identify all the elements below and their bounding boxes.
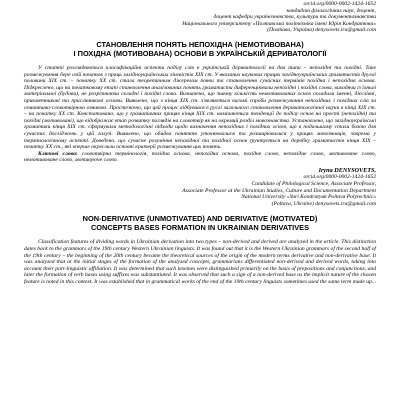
keywords-label: Ключові слова:: [38, 150, 78, 157]
author-name: Iryna DENYSOVETS,: [318, 166, 376, 174]
title-line: І ПОХІДНА (МОТИВОВАНА) ОСНОВИ В УКРАЇНСЬКІЙ ДЕРИВАТОЛОГІЇ: [73, 48, 327, 58]
keywords: [24, 151, 376, 164]
keywords-text: словотвірна термінологія, похідна основа, непохідна основа, похідне слово, непохідне слово, мотивоване слово, немотивоване слово, мотивуюче слово.: [24, 150, 376, 164]
article-title-ua: [24, 40, 376, 58]
author-affiliation-en: [24, 168, 376, 208]
university-line: National University «Yuri Kondratyuk Poltava Polytechnic»: [241, 194, 376, 201]
location-email-line: (Poltava, Ukraine) denysovets.ira@gmail.com: [271, 200, 376, 207]
degree-line: кандидат філологічних наук, доцент,: [286, 7, 376, 14]
abstract-ua: [24, 65, 376, 164]
position-line: доцент кафедри українознавства, культури та документознавства: [213, 14, 376, 21]
author-affiliation-ua: [24, 0, 376, 34]
abstract-en: [24, 239, 376, 285]
position-line: Associate Professor at the Ukrainian Studies, Culture and Documentation Department: [182, 187, 376, 194]
title-line: СТАНОВЛЕННЯ ПОНЯТЬ НЕПОХІДНА (НЕМОТИВОВАНА): [96, 39, 304, 49]
orcid-line[interactable]: orcid.org/0000-0002-1424-1652: [303, 1, 376, 7]
orcid-line[interactable]: orcid.org/0000-0002-1424-1652: [303, 174, 376, 181]
degree-line: Candidate of Philological Science, Associate Professor,: [251, 181, 376, 188]
university-line: Національного університету «Полтавська політехніка імені Юрія Кондратюка»: [182, 20, 376, 27]
abstract-paragraph: У статті розглядаються класифікаційні аспекти поділу слів в українській дериватології на два типи – непохідні та похідні. Таке розмежування бере свій початок з праць західноукраїнських лінгвістів XIX ст. У вказаних наукових працях західноукраїнських граматистів другої половини XIX ст. – початку XX ст. стала теоретичним джерелом появи та становлення сучасних термінів похідна і непохідна основа. Підкреслено, що на початковому етапі становлення аналізованих понять граматисти диференціювали непохідні і похідні слова, виходячи із їхньої матеріальної (будови), не розрізнюючи складні і похідні слова. Визначено, що значну кількість немотивованих основ складали іменні, дієслівні, прикметникові та прислівникові основи. Виявлено, що з кінця XIX ст. з'являються вагомі спроби розмежування непохідних і похідних слів за семантико-словотвірною ознакою. Простежено, що цей процес відбувався в руслі загального становлення дериватологічної науки в кінці XIX ст. – на початку XX ст. Констатовано, що у граматичних працях кінця XIX ст. намічаються тенденції до поділу основ на прості (непохідні) та похідні (мотивовані), що відображає етап розвитку поглядів на словотвір як на окремий розділ мовознавства. Установлено, що західноукраїнські граматики кінця XIX ст. сформували методологічні підходи щодо визначення непохідних і похідних основ, що в подальшому стали базою для сучасних досліджень у цій галузі. Виявлено, що обидва поняття уточнювалися та розширювалися у працях мовознавців, зокрема у термінологічному аспекті. Доведено, що сучасне розуміння непохідної та похідної основ ґрунтується на доробку граматистів кінця XIX – початку XX ст., які вперше окреслили основні критерії розмежування цих понять.: [24, 64, 376, 151]
article-title-en: [24, 214, 376, 232]
title-line: NON-DERIVATIVE (UNMOTIVATED) AND DERIVATIVE (MOTIVATED): [82, 214, 318, 224]
location-email-line: (Полтава, Україна) denysovets.ira@gmail.com: [267, 27, 376, 34]
abstract-paragraph: Classification features of dividing words in Ukrainian derivation into two types – non-derived and derived are analyzed in the article. This distinction dates back to the grammars of the 19th century Western Ukrainian linguists. It was found out that it is the Western Ukrainian grammars of the second half of the 19th century – the beginning of the 20th century became the theoretical sources of the origin of the modern terms derivative and non-derivative base. It was analyzed that at the initial stages of the formation of the analyzed concepts, grammarians differentiated non-derived and derived words, taking into account their part-linguistic affiliation. It was determined that such lexemes were distinguished primarily on the basis of prepositions and conjunctions, and later the formation of verb bases using suffixes was substantiated. It was observed that such a sign of a non-derived base as the implicit nature of the chosen feature is noted in this context. It was established that in grammatical works of the end of the 19th century linguists sometimes used the same term made up...: [24, 239, 377, 285]
title-line: CONCEPTS BASES FORMATION IN UKRAINIAN DERIVATIVES: [90, 223, 310, 233]
